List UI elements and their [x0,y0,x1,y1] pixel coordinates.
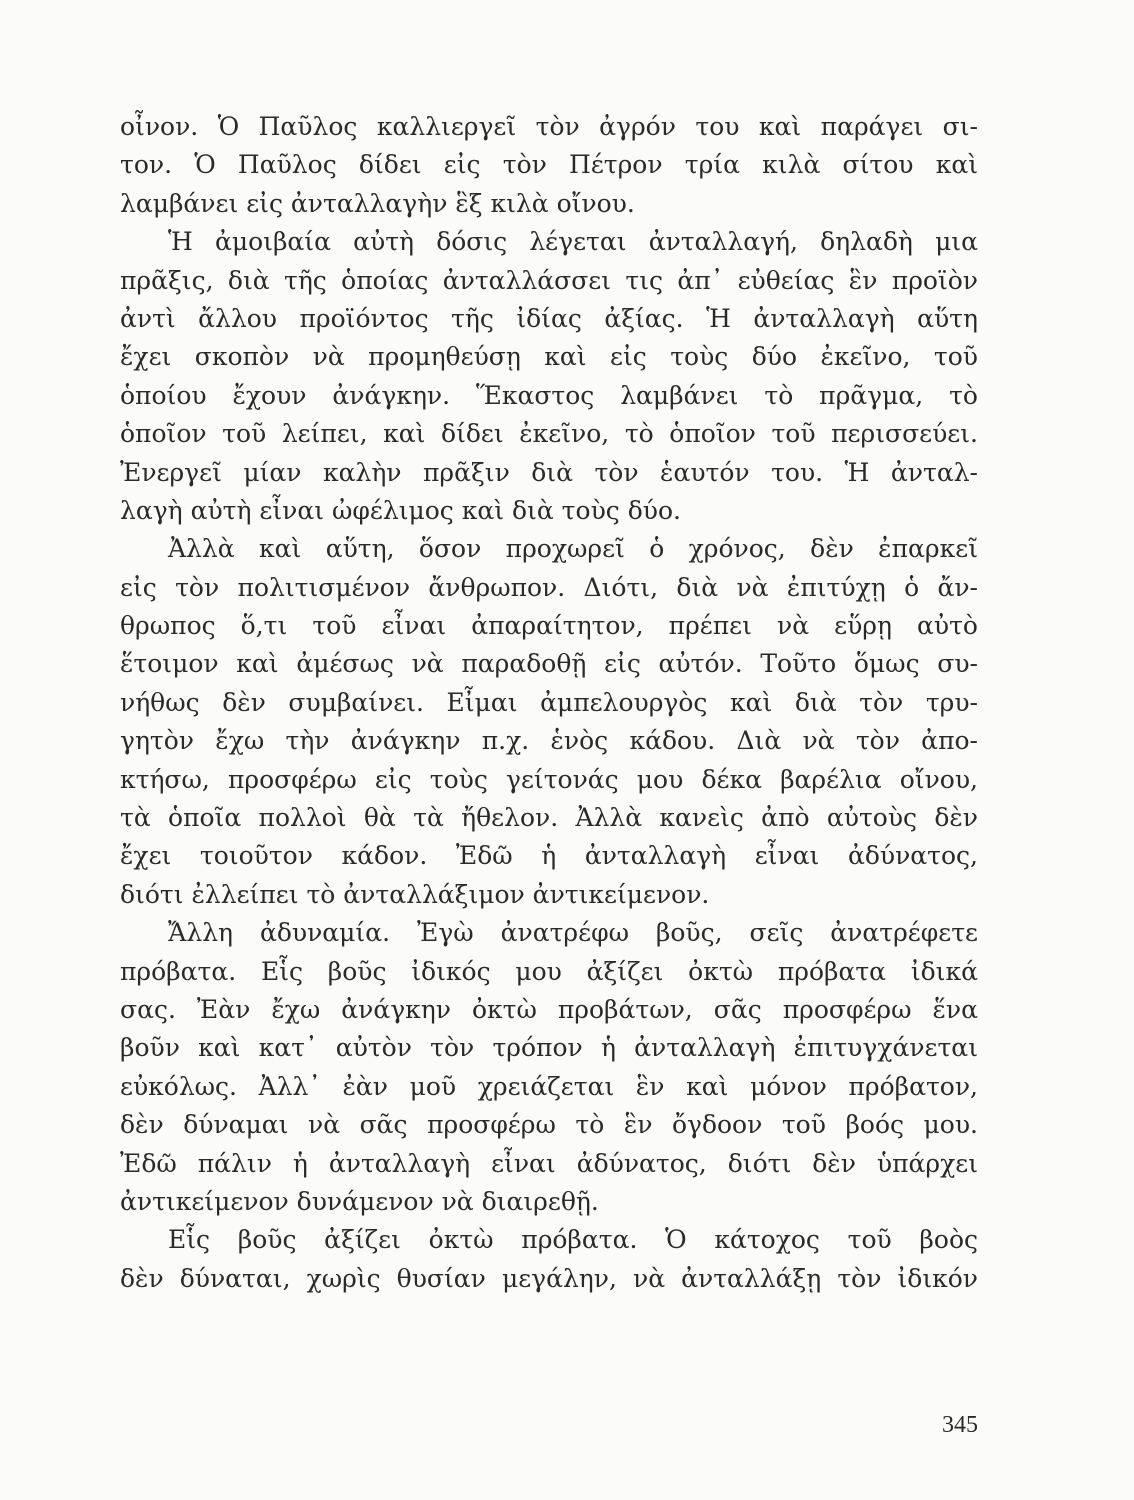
text-line: Εἷς βοῦς ἀξίζει ὀκτὼ πρόβατα. Ὁ κάτοχος τοῦ βοὸς [168,1225,978,1255]
text-line: δὲν δύναται, χωρὶς θυσίαν μεγάλην, νὰ ἀνταλλάξῃ τὸν ἰδικόν [120,1263,978,1293]
text-line: ὁποῖον τοῦ λείπει, καὶ δίδει ἐκεῖνο, τὸ ὁποῖον τοῦ περισσεύει. [120,419,978,449]
text-line: εἰς τὸν πολιτισμένον ἄνθρωπον. Διότι, διὰ νὰ ἐπιτύχῃ ὁ ἄν- [120,572,978,602]
page-number: 345 [942,1412,978,1438]
text-line: πρᾶξις, διὰ τῆς ὁποίας ἀνταλλάσσει τις ἀπ᾽ εὐθείας ἓν προϊὸν [120,265,978,295]
text-line: γητὸν ἔχω τὴν ἀνάγκην π.χ. ἑνὸς κάδου. Διὰ νὰ τὸν ἀπο- [120,726,978,756]
text-line: λαγὴ αὐτὴ εἶναι ὠφέλιμος καὶ διὰ τοὺς δύο. [120,495,681,525]
text-line: θρωπος ὅ,τι τοῦ εἶναι ἀπαραίτητον, πρέπει νὰ εὕρῃ αὐτὸ [120,611,978,641]
text-line: τον. Ὁ Παῦλος δίδει εἰς τὸν Πέτρον τρία κιλὰ σίτου καὶ [120,150,978,180]
text-line: σας. Ἐὰν ἔχω ἀνάγκην ὀκτὼ προβάτων, σᾶς προσφέρω ἕνα [120,994,978,1024]
text-line: λαμβάνει εἰς ἀνταλλαγὴν ἓξ κιλὰ οἴνου. [120,188,635,218]
text-line: εὐκόλως. Ἀλλ᾽ ἐὰν μοῦ χρειάζεται ἓν καὶ μόνον πρόβατον, [120,1071,978,1101]
text-line: ἀντικείμενον δυνάμενον νὰ διαιρεθῇ. [120,1186,599,1216]
text-line: οἶνον. Ὁ Παῦλος καλλιεργεῖ τὸν ἀγρόν του καὶ παράγει σι- [120,112,978,141]
text-line: δὲν δύναμαι νὰ σᾶς προσφέρω τὸ ἓν ὄγδοον τοῦ βοός μου. [120,1110,978,1140]
text-line: ὁποίου ἔχουν ἀνάγκην. Ἕκαστος λαμβάνει τὸ πρᾶγμα, τὸ [120,380,978,410]
text-line: κτήσω, προσφέρω εἰς τοὺς γείτονάς μου δέκα βαρέλια οἴνου, [120,764,978,794]
text-line: Ἀλλὰ καὶ αὕτη, ὅσον προχωρεῖ ὁ χρόνος, δὲν ἐπαρκεῖ [168,534,978,564]
text-line: ἔχει τοιοῦτον κάδον. Ἐδῶ ἡ ἀνταλλαγὴ εἶναι ἀδύνατος, [120,841,978,871]
text-line: βοῦν καὶ κατ᾽ αὐτὸν τὸν τρόπον ἡ ἀνταλλαγὴ ἐπιτυγχάνεται [120,1033,978,1063]
text-line: Ἐδῶ πάλιν ἡ ἀνταλλαγὴ εἶναι ἀδύνατος, διότι δὲν ὑπάρχει [120,1148,978,1178]
text-line: πρόβατα. Εἷς βοῦς ἰδικός μου ἀξίζει ὀκτὼ πρόβατα ἰδικά [120,956,978,986]
text-line: ἀντὶ ἄλλου προϊόντος τῆς ἰδίας ἀξίας. Ἡ ἀνταλλαγὴ αὕτη [120,303,978,333]
text-line: Ἄλλη ἀδυναμία. Ἐγὼ ἀνατρέφω βοῦς, σεῖς ἀνατρέφετε [168,918,978,948]
text-line: ἔχει σκοπὸν νὰ προμηθεύσῃ καὶ εἰς τοὺς δύο ἐκεῖνο, τοῦ [120,342,978,372]
body-text [120,108,978,1298]
text-line: Ἐνεργεῖ μίαν καλὴν πρᾶξιν διὰ τὸν ἑαυτόν του. Ἡ ἀνταλ- [120,457,978,487]
text-line: τὰ ὁποῖα πολλοὶ θὰ τὰ ἤθελον. Ἀλλὰ κανεὶς ἀπὸ αὐτοὺς δὲν [120,803,978,833]
text-line: διότι ἐλλείπει τὸ ἀνταλλάξιμον ἀντικείμενον. [120,879,710,909]
text-line: νήθως δὲν συμβαίνει. Εἶμαι ἀμπελουργὸς καὶ διὰ τὸν τρυ- [120,687,978,717]
text-line: ἕτοιμον καὶ ἀμέσως νὰ παραδοθῇ εἰς αὐτόν. Τοῦτο ὅμως συ- [120,649,978,679]
text-line: Ἡ ἀμοιβαία αὐτὴ δόσις λέγεται ἀνταλλαγή, δηλαδὴ μια [168,227,978,257]
